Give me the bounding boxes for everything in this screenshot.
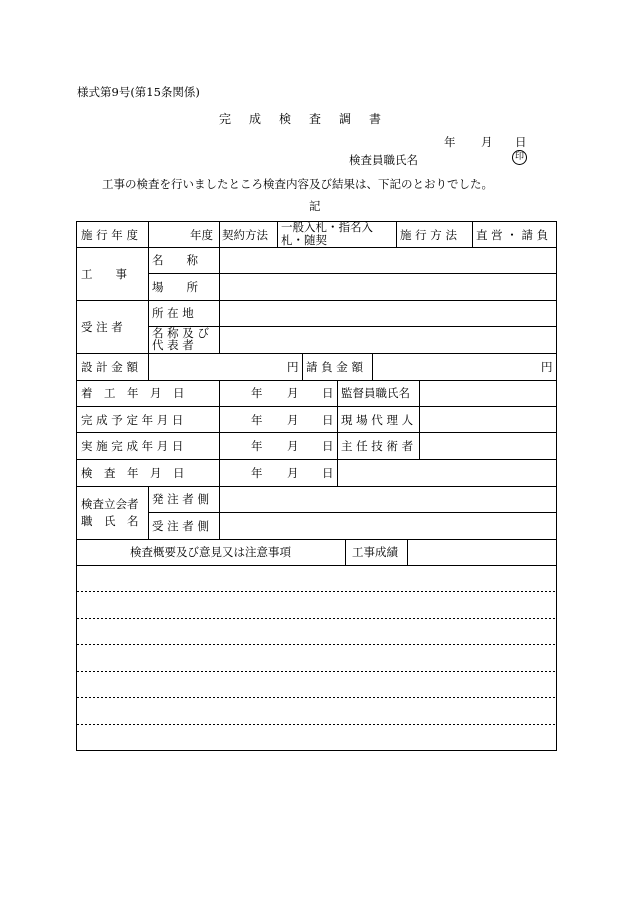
contract-amount-label: 請 負 金 額 (306, 360, 363, 374)
actual-completion-label: 実 施 完 成 年 月 日 (81, 439, 184, 453)
contractor-label: 受 注 者 (81, 320, 123, 334)
site-agent-label: 現 場 代 理 人 (341, 413, 414, 427)
design-amount-yen: 円 (287, 360, 299, 374)
contract-method-value[interactable]: 一般入札・指名入札・随契 (281, 220, 373, 247)
planned-completion-label: 完 成 予 定 年 月 日 (81, 413, 184, 427)
planned-completion-day: 日 (322, 413, 334, 427)
work-label: 工 事 (81, 267, 127, 281)
date-day-label: 日 (515, 135, 527, 149)
inspector-name-label: 検査員職氏名 (349, 153, 418, 167)
contract-method-label: 契約方法 (222, 228, 268, 242)
start-date-year: 年 (251, 386, 263, 400)
inspection-date-label: 検 査 年 月 日 (81, 466, 185, 480)
inspection-date-day: 日 (322, 466, 334, 480)
intro-text: 工事の検査を行いましたところ検査内容及び結果は、下記のとおりでした。 (102, 177, 493, 191)
document-title: 完 成 検 査 調 書 (219, 112, 382, 126)
summary-label: 検査概要及び意見又は注意事項 (130, 545, 291, 559)
work-name-label: 名 称 (152, 253, 198, 267)
start-date-month: 月 (287, 386, 299, 400)
work-place-label: 場 所 (152, 280, 198, 294)
inspection-date-year: 年 (251, 466, 263, 480)
actual-completion-month: 月 (287, 439, 299, 453)
contractor-name-label-1: 名 称 及 び (152, 326, 209, 340)
witness-label-1: 検査立会者 (81, 497, 139, 511)
contract-amount-yen: 円 (541, 360, 553, 374)
actual-completion-year: 年 (251, 439, 263, 453)
start-date-day: 日 (322, 386, 334, 400)
execution-method-label: 施 行 方 法 (400, 228, 457, 242)
witness-label-2: 職 氏 名 (81, 514, 139, 528)
actual-completion-day: 日 (322, 439, 334, 453)
inspection-date-month: 月 (287, 466, 299, 480)
grade-label: 工事成績 (352, 545, 398, 559)
contractor-name-label-2: 代 表 者 (152, 338, 194, 352)
chief-engineer-label: 主 任 技 術 者 (341, 439, 414, 453)
supervisor-label: 監督員職氏名 (341, 386, 410, 400)
planned-completion-month: 月 (287, 413, 299, 427)
date-month-label: 月 (481, 135, 493, 149)
seal-mark: 印 (512, 150, 527, 165)
orderer-side-label: 発 注 者 側 (152, 492, 209, 506)
contractor-address-label: 所 在 地 (152, 306, 194, 320)
ki-label: 記 (309, 199, 321, 213)
planned-completion-year: 年 (251, 413, 263, 427)
contractor-side-label: 受 注 者 側 (152, 519, 209, 533)
form-number: 様式第9号(第15条関係) (77, 85, 200, 99)
fiscal-year-unit: 年度 (190, 228, 213, 242)
execution-method-value[interactable]: 直 営 ・ 請 負 (476, 228, 549, 242)
design-amount-label: 設 計 金 額 (81, 360, 138, 374)
start-date-label: 着 工 年 月 日 (81, 386, 185, 400)
date-year-label: 年 (444, 135, 456, 149)
fiscal-year-label: 施 行 年 度 (81, 228, 138, 242)
